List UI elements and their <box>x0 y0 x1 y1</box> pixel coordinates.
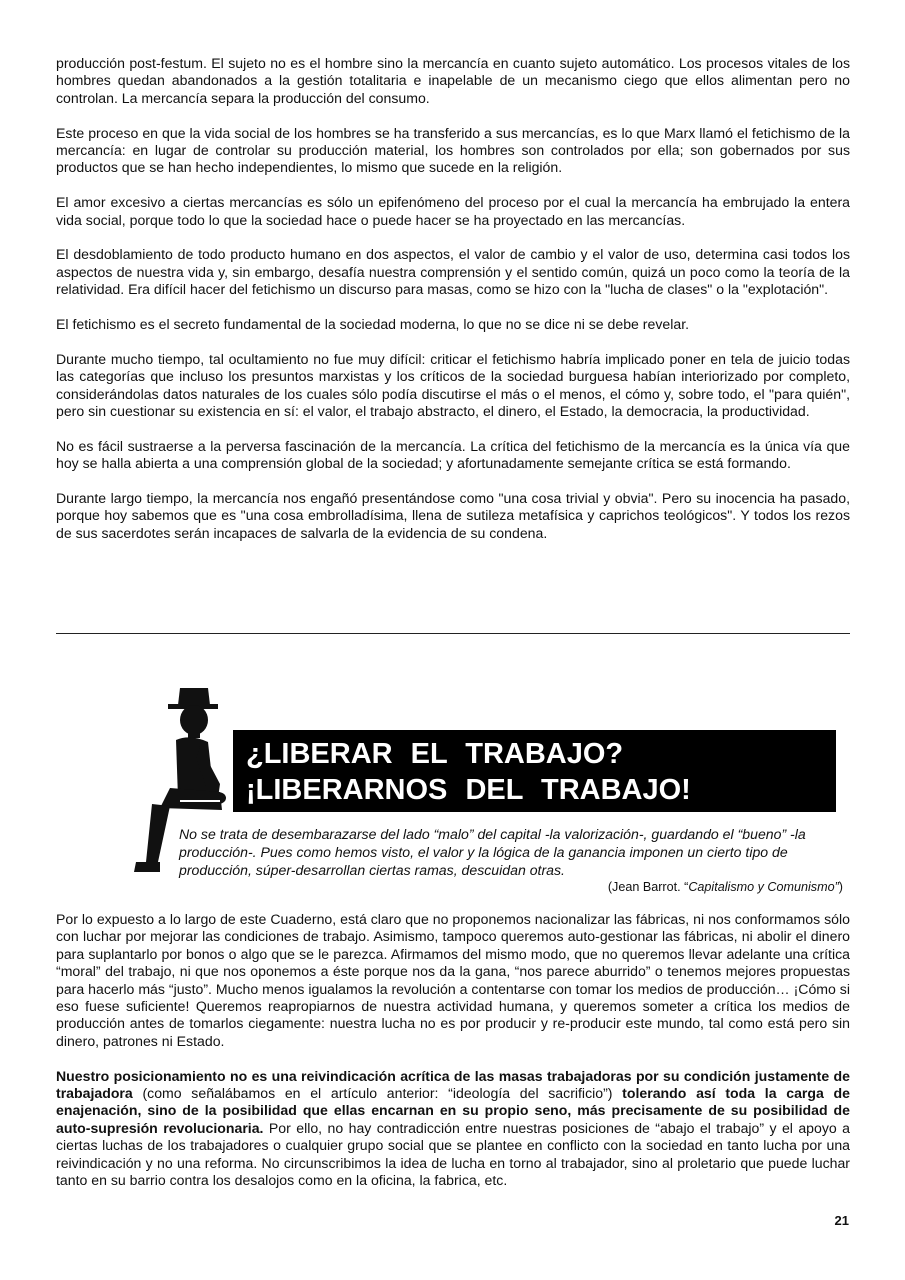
epigraph-quote: No se trata de desembarazarse del lado “malo” del capital -la valorización-, guardando el “bueno” -la producción-. Pues como hemos visto, el valor y la lógica de la ganancia imponen un cierto tipo de producción, súper-desarrollan ciertas ramas, descuidan otras. <box>179 826 806 878</box>
section-title-line-2: ¡LIBERARNOS DEL TRABAJO! <box>246 774 691 806</box>
bold-text: Nuestro posicionamiento no es una reivindicación acrítica de las masas trabajadoras por su condición justamente de trabajadora <box>56 1067 850 1102</box>
page-number: 21 <box>834 1213 849 1228</box>
paragraph: Este proceso en que la vida social de los hombres se ha transferido a sus mercancías, es lo que Marx llamó el fetichismo de la mercancía: en lugar de controlar su producción material, los hombres son controlados por ella; son gobernados por sus productos que se han hecho independientes, lo mismo que sucede en la religión. <box>56 124 850 176</box>
paragraph: No es fácil sustraerse a la perversa fascinación de la mercancía. La crítica del fetichismo de la mercancía es la única vía que hoy se halla abierta a una comprensión global de la sociedad; y afortunadamente semejante crítica se está formando. <box>56 437 850 472</box>
paragraph: El desdoblamiento de todo producto humano en dos aspectos, el valor de cambio y el valor de uso, determina casi todos los aspectos de nuestra vida y, sin embargo, desafía nuestra comprensión y el sentido común, quizá un poco como la teoría de la relatividad. Era difícil hacer del fetichismo un discurso para masas, como se hizo con la "lucha de clases" o la "explotación". <box>56 246 850 298</box>
section-title-line-1: ¿LIBERAR EL TRABAJO? <box>246 738 624 770</box>
bold-text: tolerando así toda la carga de enajenación, sino de la posibilidad que ellas encarnan en su propio seno, más precisamente de su posibilidad de auto-supresión revolucionaria. <box>56 1085 850 1136</box>
body-text-lower <box>56 911 850 1207</box>
section-divider <box>56 633 850 634</box>
paragraph: Durante mucho tiempo, tal ocultamiento no fue muy difícil: criticar el fetichismo habría implicado poner en tela de juicio todas las categorías que incluso los presuntos marxistas y los críticos de la sociedad burguesa habían interiorizado por completo, considerándolas datos naturales de los cuales sólo podía discutirse el más o el menos, el cómo y, sobre todo, el "para quién", pero sin cuestionar su existencia en sí: el valor, el trabajo abstracto, el dinero, el Estado, la democracia, la productividad. <box>56 350 850 420</box>
normal-text: (como señalábamos en el artículo anterior: “ideología del sacrificio”) <box>132 1085 623 1102</box>
paragraph: El amor excesivo a ciertas mercancías es sólo un epifenómeno del proceso por el cual la mercancía ha embrujado la entera vida social, porque todo lo que la sociedad hace o puede hacer se ha proyectado en las mercancías. <box>56 194 850 228</box>
epigraph-citation <box>179 879 843 896</box>
body-text-top <box>56 55 850 560</box>
epigraph <box>179 825 843 896</box>
paragraph: Durante largo tiempo, la mercancía nos engañó presentándose como "una cosa trivial y obvia". Pero su inocencia ha pasado, porque hoy sabemos que es "una cosa embrolladísima, llena de sutileza metafísica y caprichos teológicos". Y todos los rezos de sus sacerdotes serán incapaces de salvarla de la evidencia de su condena. <box>56 490 850 541</box>
section-title-box <box>233 730 836 812</box>
citation-author: (Jean Barrot. “ <box>607 880 689 894</box>
paragraph-mixed <box>56 1068 850 1190</box>
normal-text: Por ello, no hay contradicción entre nuestras posiciones de “abajo el trabajo” y el apoyo a ciertas luchas de los trabajadores o cualquier grupo social que se plantee en conflicto con la sociedad en tanto lucha por una reivindicación y no una reforma. No circunscribimos la idea de lucha en torno al trabajador, sino al proletario que puede luchar tanto en su barrio contra los desalojos como en la oficina, la fabrica, etc. <box>56 1119 850 1189</box>
paragraph: producción post-festum. El sujeto no es el hombre sino la mercancía en cuanto sujeto automático. Los procesos vitales de los hombres quedan abandonados a la gestión totalitaria e inapelable de un mecanismo ciego que ellos alimentan pero no controlan. La mercancía separa la producción del consumo. <box>56 55 850 106</box>
citation-close: ) <box>838 880 843 894</box>
paragraph: Por lo expuesto a lo largo de este Cuaderno, está claro que no proponemos nacionalizar las fábricas, ni nos conformamos sólo con luchar por mejorar las condiciones de trabajo. Asimismo, tampoco queremos auto-gestionar las fábricas, ni abolir el dinero para suplantarlo por bonos o algo que se le parezca. Afirmamos del mismo modo, que no queremos llevar adelante una crítica “moral” del trabajo, ni que nos oponemos a éste porque nos da la gana, “nos parece aburrido” o tenemos mejores propuestas para hacerlo más “justo”. Mucho menos igualamos la revolución a contentarse con tomar los medios de producción… ¡Cómo si eso fuese suficiente! Queremos reapropiarnos de nuestra actividad humana, y queremos someter a crítica los medios de producción antes de tomarlos ciegamente: nuestra lucha no es por producir y re-producir este mundo, tal como está pero sin dinero, patrones ni Estado. <box>56 911 850 1049</box>
paragraph: El fetichismo es el secreto fundamental de la sociedad moderna, lo que no se dice ni se debe revelar. <box>56 316 690 333</box>
citation-work: Capitalismo y Comunismo” <box>688 880 839 894</box>
